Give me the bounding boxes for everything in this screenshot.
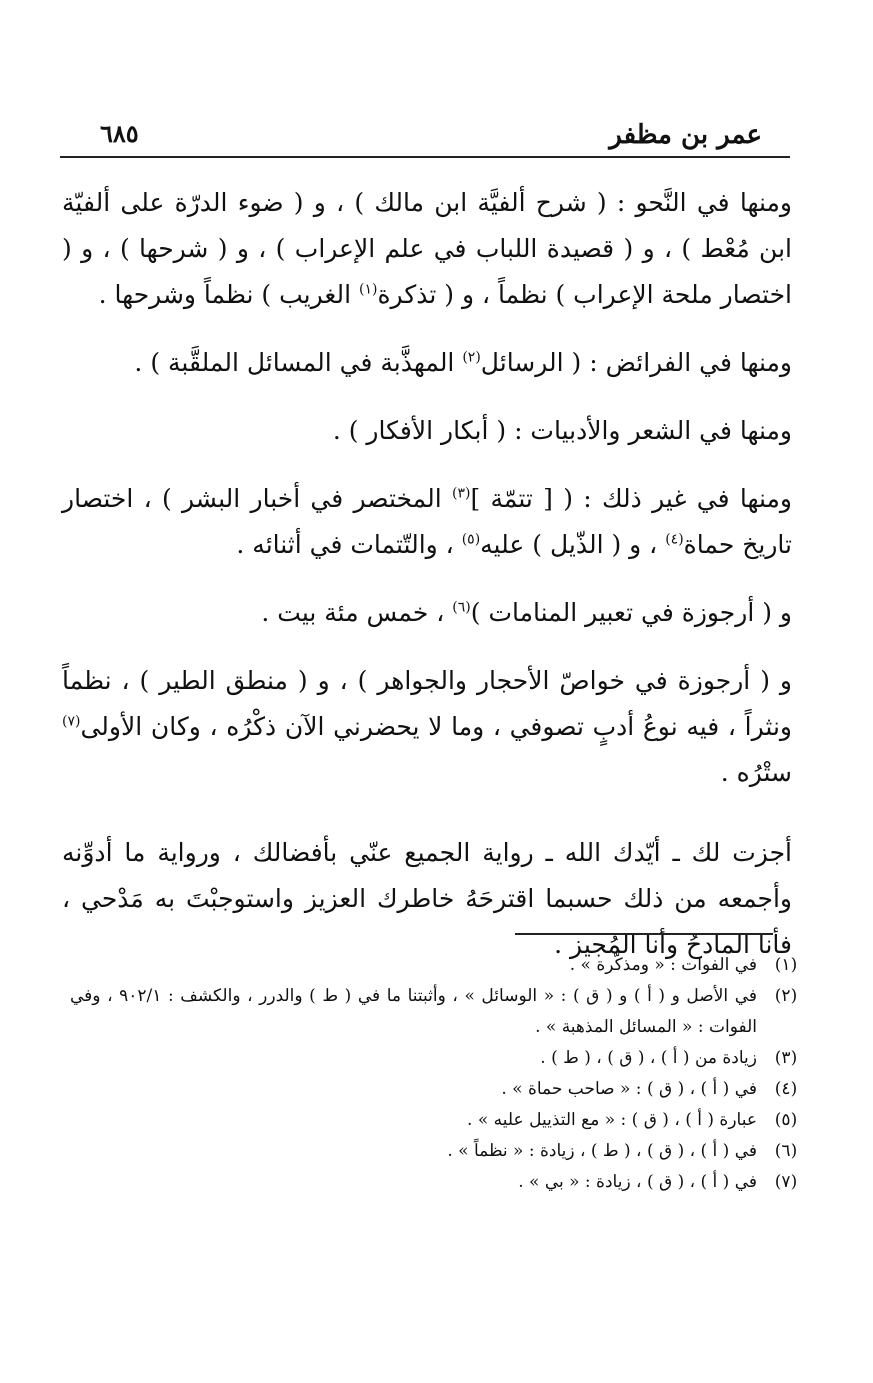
footnote-text: عبارة ( أ ) ، ( ق ) : « مع التذييل عليه » . <box>467 1110 757 1130</box>
footnote <box>70 950 815 981</box>
running-header <box>60 110 790 158</box>
paragraph-grammar: ومنها في النَّحو : ( شرح ألفيَّة ابن مالك ) ، و ( ضوء الدرّة على ألفيّة ابن مُعْط ) ، و ( قصيدة اللباب في علم الإعراب ) ، و ( شرحها ) ، و ( اختصار ملحة الإعراب ) نظماً ، و ( تذكرة$^{(١)}$ الغريب ) نظماً وشرحها . <box>62 188 792 309</box>
paragraph-dream-poem: و ( أرجوزة في تعبير المنامات )$^{(٦)}$ ، خمس مئة بيت . <box>261 598 792 627</box>
paragraph-ijaza: أجزت لك ـ أيّدك الله ـ رواية الجميع عنّي بأفضالك ، ورواية ما أدوِّنه وأجمعه من ذلك حسبما اقترحَهُ خاطرك العزيز واستوجبْتَ به مَدْحي ، فأنا المادحُ وأنا المُجيز . <box>62 838 792 959</box>
footnote-number: (٢) <box>774 986 798 1006</box>
paragraph-other-works: ومنها في غير ذلك : ( [ تتمّة ]$^{(٣)}$ المختصر في أخبار البشر ) ، اختصار تاريخ حماة$^{(٤)}$ ، و ( الذّيل ) عليه$^{(٥)}$ ، والتّتمات في أثنائه . <box>62 484 792 559</box>
main-text <box>62 180 792 990</box>
footnote-text: زيادة من ( أ ) ، ( ق ) ، ( ط ) . <box>540 1048 757 1068</box>
paragraph-poetry: ومنها في الشعر والأدبيات : ( أبكار الأفكار ) . <box>332 416 792 445</box>
footnote-number: (٦) <box>774 1141 798 1161</box>
footnote <box>70 1167 815 1198</box>
footnote-text: في الفوات : « ومذكّرة » . <box>569 955 757 975</box>
footnote-divider <box>515 933 773 935</box>
footnote-text: في ( أ ) ، ( ق ) ، ( ط ) ، زيادة : « نظماً » . <box>447 1141 757 1161</box>
footnote <box>70 1136 815 1167</box>
paragraph-inheritance: ومنها في الفرائض : ( الرسائل$^{(٢)}$ المهذَّبة في المسائل الملقَّبة ) . <box>134 348 792 377</box>
footnote-number: (٥) <box>774 1110 798 1130</box>
footnote-text: في الأصل و ( أ ) و ( ق ) : « الوسائل » ، وأثبتنا ما في ( ط ) والدرر ، والكشف : ٩٠٢/١ ، وفي الفوات : « المسائل المذهبة » . <box>70 986 757 1037</box>
footnote <box>70 1105 815 1136</box>
page-number: ٦٨٥ <box>100 119 139 148</box>
footnote-number: (٤) <box>774 1079 798 1099</box>
footnote <box>70 1043 815 1074</box>
paragraph-gems-poem: و ( أرجوزة في خواصّ الأحجار والجواهر ) ، و ( منطق الطير ) ، نظماً ونثراً ، فيه نوعُ أدبٍ تصوفي ، وما لا يحضرني الآن ذكْرُه ، وكان الأولى$^{(٧)}$ ستْرُه . <box>62 666 792 787</box>
footnote-number: (١) <box>774 955 798 975</box>
footnote <box>70 1074 815 1105</box>
footnote-number: (٧) <box>774 1172 798 1192</box>
footnote-text: في ( أ ) ، ( ق ) : « صاحب حماة » . <box>501 1079 757 1099</box>
header-title: عمر بن مظفر <box>609 120 762 150</box>
footnote-number: (٣) <box>774 1048 798 1068</box>
footnote-text: في ( أ ) ، ( ق ) ، زيادة : « بي » . <box>518 1172 757 1192</box>
footnotes <box>70 950 815 1198</box>
footnote <box>70 981 815 1043</box>
